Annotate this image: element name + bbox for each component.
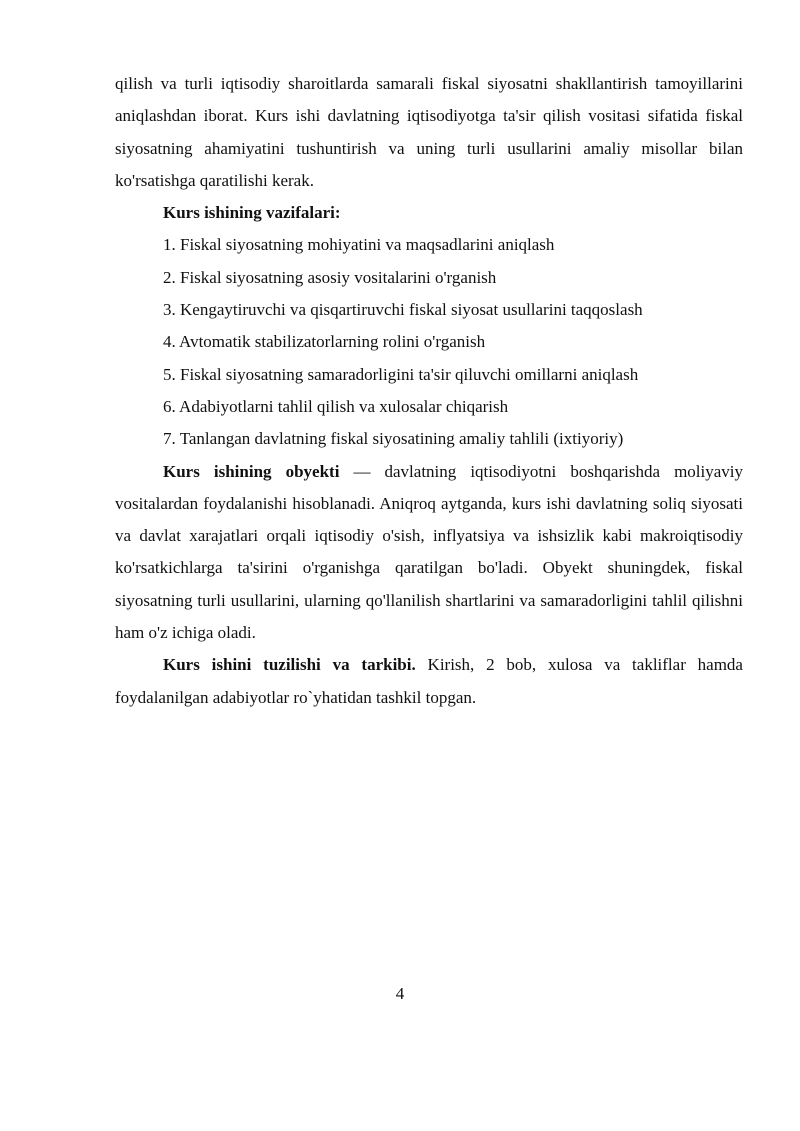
structure-paragraph [115, 649, 743, 714]
list-item: 3. Kengaytiruvchi va qisqartiruvchi fiskal siyosat usullarini taqqoslash [163, 300, 643, 320]
list-item: 5. Fiskal siyosatning samaradorligini ta'sir qiluvchi omillarni aniqlash [163, 364, 639, 384]
list-item: 1. Fiskal siyosatning mohiyatini va maqsadlarini aniqlash [163, 235, 555, 255]
document-page [115, 68, 743, 714]
intro-paragraph: qilish va turli iqtisodiy sharoitlarda samarali fiskal siyosatni shakllantirish tamoyillarini aniqlashdan iborat. Kurs ishi davlatning iqtisodiyotga ta'sir qilish vositasi sifatida fiskal siyosatning ahamiyatini tushuntirish va uning turli usullarini amaliy misollar bilan ko'rsatishga qaratilishi kerak. [115, 74, 743, 190]
tasks-list [115, 229, 743, 455]
list-item: 7. Tanlangan davlatning fiskal siyosatining amaliy tahlili (ixtiyoriy) [163, 429, 624, 449]
object-text: — davlatning iqtisodiyotni boshqarishda moliyaviy vositalardan foydalanishi hisoblanadi. Aniqroq aytganda, kurs ishi davlatning soliq siyosati va davlat xarajatlari orqali iqtisodiy o'sish, inflyatsiya va ishsizlik kabi makroiqtisodiy ko'rsatkichlarga ta'sirini o'rganishga qaratilgan bo'ladi. Obyekt shuningdek, fiskal siyosatning turli usullarini, ularning qo'llanilish shartlarini va samaradorligini tahlil qilishni ham o'z ichiga oladi. [115, 461, 744, 643]
structure-lead: Kurs ishini tuzilishi va tarkibi. [163, 655, 416, 675]
list-item: 6. Adabiyotlarni tahlil qilish va xulosalar chiqarish [163, 396, 509, 416]
structure-text: Kirish, 2 bob, xulosa va takliflar hamda foydalanilgan adabiyotlar ro`yhatidan tashkil topgan. [115, 655, 743, 707]
object-lead: Kurs ishining obyekti [163, 461, 340, 481]
object-paragraph [115, 456, 743, 650]
list-item: 2. Fiskal siyosatning asosiy vositalarini o'rganish [163, 267, 497, 287]
list-item: 4. Avtomatik stabilizatorlarning rolini o'rganish [163, 332, 486, 352]
page-number: 4 [395, 984, 405, 1003]
tasks-heading: Kurs ishining vazifalari: [163, 203, 341, 223]
